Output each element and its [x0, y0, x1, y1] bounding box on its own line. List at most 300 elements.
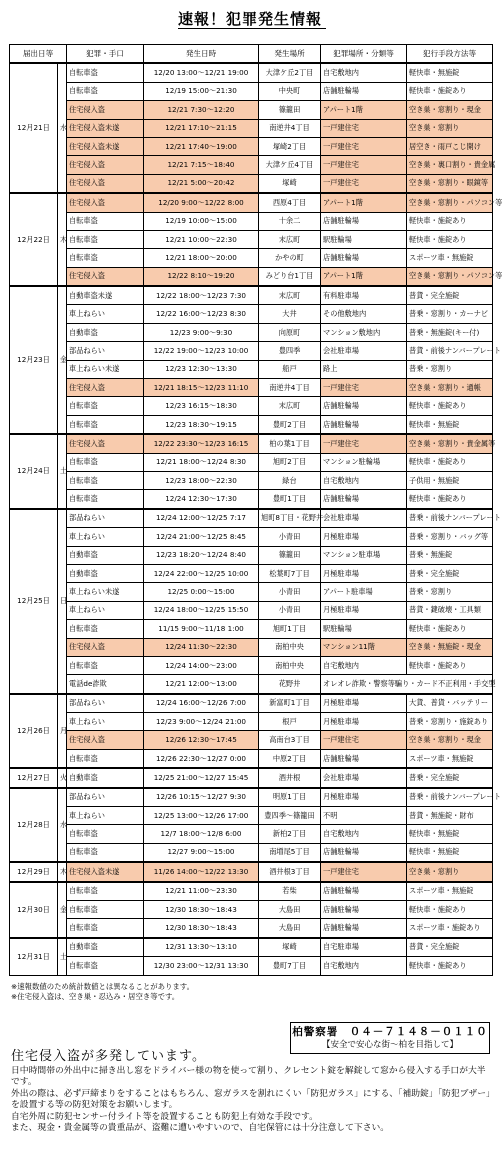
category-cell: マンション駐車場 [321, 546, 407, 564]
method-cell: 普貨・前後ナンバープレート [407, 342, 493, 360]
method-cell: 空き巣・窓割り [407, 862, 493, 881]
category-cell: アパート1階 [321, 193, 407, 212]
place-cell: 花野井 [259, 675, 321, 694]
datetime-cell: 12/22 18:00～12/23 7:30 [144, 286, 259, 305]
advisory-line: 日中時間帯の外出中に掃き出し窓をドライバー様の物を使って割り、クレセント錠を解錠して窓から侵入する手口が大半です。 [11, 1066, 486, 1088]
crime-cell: 住宅侵入盗 [67, 174, 144, 193]
datetime-cell: 12/26 10:15～12/27 9:30 [144, 788, 259, 807]
method-cell: 普乗・窓割り・カーナビ [407, 305, 493, 323]
method-cell: 軽快車・無施錠 [407, 415, 493, 434]
datetime-cell: 12/24 12:30～17:30 [144, 490, 259, 509]
table-row [10, 379, 493, 397]
category-cell: 店舗駐輪場 [321, 212, 407, 230]
method-cell: 軽快車・施錠あり [407, 212, 493, 230]
category-cell: オレオレ詐欺・警察等騙り・カード不正利用・手交型 [321, 675, 493, 694]
method-cell: 空き巣・窓割り・現金 [407, 731, 493, 749]
place-cell: 末広町 [259, 397, 321, 415]
category-cell: マンション敷地内 [321, 323, 407, 341]
category-cell: 駅駐輪場 [321, 230, 407, 248]
datetime-cell: 12/21 17:40～19:00 [144, 137, 259, 155]
table-row [10, 397, 493, 415]
category-cell: 一戸建住宅 [321, 119, 407, 137]
category-cell: 店舗駐輪場 [321, 249, 407, 267]
crime-cell: 自転車盗 [67, 900, 144, 918]
method-cell: 軽快車・施錠あり [407, 453, 493, 471]
category-cell: アパート1階 [321, 267, 407, 286]
datetime-cell: 12/21 18:15～12/23 11:10 [144, 379, 259, 397]
category-cell: 自宅敷地内 [321, 471, 407, 489]
datetime-cell: 12/21 5:00～20:42 [144, 174, 259, 193]
place-cell: 大島田 [259, 919, 321, 938]
table-row [10, 323, 493, 341]
table-row [10, 434, 493, 453]
crime-cell: 住宅侵入盗未遂 [67, 862, 144, 881]
category-cell: 会社駐車場 [321, 768, 407, 787]
place-cell: 豊町2丁目 [259, 415, 321, 434]
datetime-cell: 12/21 12:00～13:00 [144, 675, 259, 694]
crime-cell: 電話de詐欺 [67, 675, 144, 694]
weekday-cell: 火 [58, 768, 67, 787]
datetime-cell: 12/24 21:00～12/25 8:45 [144, 528, 259, 546]
crime-cell: 自転車盗 [67, 82, 144, 100]
place-cell: 大津ケ丘2丁目 [259, 63, 321, 82]
method-cell: 空き巣・裏口割り・貴金属 [407, 156, 493, 174]
category-cell: 店舗駐輪場 [321, 415, 407, 434]
crime-cell: 部品ねらい [67, 788, 144, 807]
advisory-line: 自宅外周に防犯センサー付ライト等を設置することも防犯上有効な手段です。 [11, 1111, 318, 1122]
police-contact-box [290, 1022, 490, 1054]
method-cell: 軽快車・施錠あり [407, 620, 493, 638]
place-cell: 高南台3丁目 [259, 731, 321, 749]
report-date-cell: 12月23日 [10, 286, 58, 434]
report-date-cell: 12月25日 [10, 509, 58, 694]
method-cell: スポーツ車・施錠あり [407, 919, 493, 938]
method-cell: 普乗・窓割り [407, 360, 493, 378]
place-cell: 塚崎 [259, 174, 321, 193]
category-cell: 自宅敷地内 [321, 656, 407, 674]
police-slogan: 【安全で安心な街～柏を目指して】 [321, 1040, 458, 1050]
method-cell: 空き巣・窓割り・パソコン等 [407, 193, 493, 212]
table-body [10, 63, 502, 975]
place-cell: 根戸 [259, 713, 321, 731]
datetime-cell: 12/30 18:30～18:43 [144, 900, 259, 918]
table-row [10, 249, 493, 267]
category-cell: 会社駐車場 [321, 342, 407, 360]
place-cell: 豊四季 [259, 342, 321, 360]
method-cell: 空き巣・窓割り・眼鏡等 [407, 174, 493, 193]
datetime-cell: 12/30 23:00～12/31 13:30 [144, 957, 259, 975]
note-line: ※速報数値のため統計数値とは異なることがあります。 [11, 982, 194, 991]
method-cell: 普乗・窓割り・施錠あり [407, 713, 493, 731]
place-cell: 豊四季～篠籠田 [259, 807, 321, 825]
category-cell: 月極駐車場 [321, 713, 407, 731]
table-row [10, 528, 493, 546]
notes [11, 982, 194, 1002]
weekday-cell: 金 [58, 286, 67, 434]
crime-cell: 自動車盗未遂 [67, 286, 144, 305]
report-date-cell: 12月26日 [10, 694, 58, 769]
weekday-cell: 日 [58, 509, 67, 694]
crime-cell: 住宅侵入盗 [67, 638, 144, 656]
category-cell: 月極駐車場 [321, 601, 407, 619]
category-cell: マンション11階 [321, 638, 407, 656]
header-report-date: 届出日等 [10, 45, 67, 64]
datetime-cell: 12/21 17:10～21:15 [144, 119, 259, 137]
place-cell: 南増尾5丁目 [259, 843, 321, 862]
crime-cell: 自転車盗 [67, 63, 144, 82]
method-cell: スポーツ車・無施錠 [407, 249, 493, 267]
report-date-cell: 12月28日 [10, 788, 58, 863]
datetime-cell: 12/22 16:00～12/23 8:30 [144, 305, 259, 323]
crime-cell: 自転車盗 [67, 656, 144, 674]
header-method: 犯行手段方法等 [407, 45, 493, 64]
weekday-cell: 土 [58, 434, 67, 509]
page-title: 速報！犯罪発生情報 [177, 10, 322, 28]
category-cell: 月極駐車場 [321, 788, 407, 807]
datetime-cell: 12/25 0:00～15:00 [144, 583, 259, 601]
table-row [10, 843, 493, 862]
method-cell: 普乗・無施錠 [407, 546, 493, 564]
report-date-cell: 12月31日 [10, 938, 58, 975]
datetime-cell: 12/20 9:00～12/22 8:00 [144, 193, 259, 212]
datetime-cell: 12/26 12:30～17:45 [144, 731, 259, 749]
table-row [10, 957, 493, 975]
header-category: 犯罪場所・分類等 [321, 45, 407, 64]
category-cell: 有料駐車場 [321, 286, 407, 305]
category-cell: その他敷地内 [321, 305, 407, 323]
table-row [10, 212, 493, 230]
category-cell: 自宅敷地内 [321, 957, 407, 975]
crime-cell: 自転車盗 [67, 957, 144, 975]
place-cell: 新柏2丁目 [259, 825, 321, 843]
category-cell: 店舗駐輪場 [321, 397, 407, 415]
report-date-cell: 12月29日 [10, 862, 58, 881]
crime-cell: 自転車盗 [67, 212, 144, 230]
datetime-cell: 12/26 22:30～12/27 0:00 [144, 749, 259, 768]
weekday-cell: 木 [58, 193, 67, 286]
category-cell: 店舗駐輪場 [321, 900, 407, 918]
datetime-cell: 11/15 9:00～11/18 1:00 [144, 620, 259, 638]
place-cell: 小青田 [259, 583, 321, 601]
datetime-cell: 12/24 11:30～22:30 [144, 638, 259, 656]
place-cell: 旭町2丁目 [259, 453, 321, 471]
table-row [10, 193, 493, 212]
place-cell: 旭町8丁目・花野井 [259, 509, 321, 528]
method-cell: 大貨、普貨・バッテリー [407, 694, 493, 713]
crime-cell: 自転車盗 [67, 230, 144, 248]
weekday-cell: 水 [58, 788, 67, 863]
method-cell: 軽快車・施錠あり [407, 656, 493, 674]
datetime-cell: 12/21 10:00～22:30 [144, 230, 259, 248]
crime-cell: 自転車盗 [67, 490, 144, 509]
note-line: ※住宅侵入盗は、空き巣・忍込み・居空き等です。 [11, 992, 180, 1001]
place-cell: 篠籠田 [259, 101, 321, 119]
crime-cell: 車上ねらい [67, 305, 144, 323]
datetime-cell: 12/22 8:10～19:20 [144, 267, 259, 286]
table-row [10, 620, 493, 638]
table-row [10, 919, 493, 938]
crime-cell: 自転車盗 [67, 397, 144, 415]
place-cell: 酒井根 [259, 768, 321, 787]
place-cell: 松葉町7丁目 [259, 564, 321, 582]
crime-cell: 自転車盗 [67, 453, 144, 471]
place-cell: 明原1丁目 [259, 788, 321, 807]
report-date-cell: 12月24日 [10, 434, 58, 509]
weekday-cell: 水 [58, 63, 67, 193]
place-cell: かやの町 [259, 249, 321, 267]
datetime-cell: 12/24 22:00～12/25 10:00 [144, 564, 259, 582]
category-cell: 一戸建住宅 [321, 862, 407, 881]
place-cell: 南柏中央 [259, 656, 321, 674]
datetime-cell: 12/20 13:00～12/21 19:00 [144, 63, 259, 82]
advisory-line: 外出の際は、必ず戸締まりをすることはもちろん、窓ガラスを割れにくい「防犯ガラス」にする、「補助錠」「防犯ブザー」を設置する等の防犯対策をお願いします。 [11, 1088, 491, 1111]
method-cell: 軽快車・施錠あり [407, 957, 493, 975]
crime-cell: 住宅侵入盗 [67, 434, 144, 453]
table-row [10, 267, 493, 286]
report-date-cell: 12月27日 [10, 768, 58, 787]
category-cell: 一戸建住宅 [321, 174, 407, 193]
header-crime: 犯罪・手口 [67, 45, 144, 64]
crime-cell: 自転車盗 [67, 919, 144, 938]
place-cell: 豊町7丁目 [259, 957, 321, 975]
table-row [10, 882, 493, 901]
datetime-cell: 12/30 18:30～18:43 [144, 919, 259, 938]
crime-cell: 住宅侵入盗 [67, 379, 144, 397]
table-row [10, 509, 493, 528]
table-row [10, 938, 493, 957]
datetime-cell: 12/23 9:00～12/24 21:00 [144, 713, 259, 731]
method-cell: 普乗・前後ナンバープレート [407, 509, 493, 528]
method-cell: 子供用・無施錠 [407, 471, 493, 489]
crime-cell: 住宅侵入盗 [67, 267, 144, 286]
table-row [10, 230, 493, 248]
datetime-cell: 12/31 13:30～13:10 [144, 938, 259, 957]
datetime-cell: 12/19 10:00～15:00 [144, 212, 259, 230]
method-cell: 普乗・窓割り・バッグ等 [407, 528, 493, 546]
crime-cell: 車上ねらい未遂 [67, 583, 144, 601]
table-row [10, 825, 493, 843]
table-row [10, 713, 493, 731]
datetime-cell: 12/19 15:00～21:30 [144, 82, 259, 100]
method-cell: 普乗・完全施錠 [407, 564, 493, 582]
method-cell: 空き巣・窓割り・通帳 [407, 379, 493, 397]
datetime-cell: 12/23 18:30～19:15 [144, 415, 259, 434]
category-cell: マンション駐輪場 [321, 453, 407, 471]
place-cell: 大津ケ丘4丁目 [259, 156, 321, 174]
category-cell: 店舗駐輪場 [321, 490, 407, 509]
crime-cell: 自転車盗 [67, 471, 144, 489]
place-cell: 向原町 [259, 323, 321, 341]
method-cell: 居空き・雨戸こじ開け [407, 137, 493, 155]
table-row [10, 360, 493, 378]
category-cell: アパート駐車場 [321, 583, 407, 601]
datetime-cell: 12/23 9:00～9:30 [144, 323, 259, 341]
method-cell: 軽快車・施錠あり [407, 82, 493, 100]
method-cell: 普貨・完全施錠 [407, 286, 493, 305]
method-cell: 普乗・完全施錠 [407, 768, 493, 787]
title-underline [178, 28, 326, 29]
category-cell: 月極駐車場 [321, 564, 407, 582]
place-cell: 塚崎 [259, 938, 321, 957]
table-row [10, 675, 493, 694]
crime-cell: 車上ねらい [67, 528, 144, 546]
crime-cell: 自動車盗 [67, 564, 144, 582]
crime-cell: 住宅侵入盗 [67, 731, 144, 749]
crime-cell: 住宅侵入盗未遂 [67, 119, 144, 137]
datetime-cell: 12/22 19:00～12/23 10:00 [144, 342, 259, 360]
table-row [10, 694, 493, 713]
table-row [10, 63, 493, 82]
crime-cell: 自転車盗 [67, 415, 144, 434]
crime-cell: 住宅侵入盗未遂 [67, 137, 144, 155]
place-cell: 小青田 [259, 528, 321, 546]
crime-cell: 車上ねらい未遂 [67, 360, 144, 378]
advisory-headline: 住宅侵入盗が多発しています。 [11, 1049, 206, 1064]
method-cell: 空き巣・窓割り・パソコン等 [407, 267, 493, 286]
table-row [10, 174, 493, 193]
crime-cell: 自動車盗 [67, 323, 144, 341]
datetime-cell: 12/23 18:20～12/24 8:40 [144, 546, 259, 564]
table-row [10, 638, 493, 656]
category-cell: 路上 [321, 360, 407, 378]
category-cell: 自宅敷地内 [321, 825, 407, 843]
place-cell: 新富町1丁目 [259, 694, 321, 713]
method-cell: 普乗・前後ナンバープレート [407, 788, 493, 807]
datetime-cell: 12/24 14:00～23:00 [144, 656, 259, 674]
crime-cell: 自転車盗 [67, 749, 144, 768]
table-row [10, 862, 493, 881]
table-header-row [10, 45, 493, 64]
table-row [10, 900, 493, 918]
table-row [10, 656, 493, 674]
datetime-cell: 12/24 16:00～12/26 7:00 [144, 694, 259, 713]
crime-cell: 自転車盗 [67, 249, 144, 267]
table-row [10, 768, 493, 787]
place-cell: 中央町 [259, 82, 321, 100]
place-cell: 篠籠田 [259, 546, 321, 564]
method-cell: 空き巣・窓割り [407, 119, 493, 137]
crime-cell: 自動車盗 [67, 546, 144, 564]
place-cell: 塚崎2丁目 [259, 137, 321, 155]
crime-cell: 住宅侵入盗 [67, 193, 144, 212]
crime-cell: 車上ねらい [67, 601, 144, 619]
datetime-cell: 12/23 16:15～18:30 [144, 397, 259, 415]
datetime-cell: 12/23 18:00～22:30 [144, 471, 259, 489]
method-cell: 軽快車・無施錠 [407, 843, 493, 862]
table-row [10, 305, 493, 323]
datetime-cell: 12/22 23:30～12/23 16:15 [144, 434, 259, 453]
crime-cell: 住宅侵入盗 [67, 156, 144, 174]
method-cell: 普乗・無施錠(キー付) [407, 323, 493, 341]
table-row [10, 286, 493, 305]
crime-cell: 車上ねらい [67, 713, 144, 731]
header-datetime: 発生日時 [144, 45, 259, 64]
table-row [10, 583, 493, 601]
category-cell: 月極駐車場 [321, 528, 407, 546]
category-cell: 一戸建住宅 [321, 434, 407, 453]
table-row [10, 415, 493, 434]
category-cell: 店舗駐輪場 [321, 919, 407, 938]
datetime-cell: 12/25 13:00～12/26 17:00 [144, 807, 259, 825]
table-row [10, 342, 493, 360]
table-row [10, 490, 493, 509]
datetime-cell: 12/21 18:00～12/24 8:30 [144, 453, 259, 471]
datetime-cell: 12/25 21:00～12/27 15:45 [144, 768, 259, 787]
table-row [10, 156, 493, 174]
method-cell: 普貨・鍵破壊・工具類 [407, 601, 493, 619]
method-cell: 普貨・完全施錠 [407, 938, 493, 957]
place-cell: 柏の葉1丁目 [259, 434, 321, 453]
method-cell: 軽快車・施錠あり [407, 490, 493, 509]
category-cell: 店舗駐輪場 [321, 749, 407, 768]
category-cell: 月極駐車場 [321, 694, 407, 713]
method-cell: 軽快車・施錠あり [407, 230, 493, 248]
datetime-cell: 12/21 7:15～18:40 [144, 156, 259, 174]
table-row [10, 119, 493, 137]
crime-cell: 部品ねらい [67, 342, 144, 360]
category-cell: アパート1階 [321, 101, 407, 119]
report-date-cell: 12月21日 [10, 63, 58, 193]
method-cell: 普乗・窓割り [407, 583, 493, 601]
category-cell: 一戸建住宅 [321, 156, 407, 174]
crime-cell: 車上ねらい [67, 807, 144, 825]
datetime-cell: 11/26 14:00～12/22 13:30 [144, 862, 259, 881]
place-cell: 末広町 [259, 286, 321, 305]
category-cell: 一戸建住宅 [321, 731, 407, 749]
police-phone: 柏警察署 ０４－７１４８－０１１０ [292, 1026, 488, 1038]
category-cell: 一戸建住宅 [321, 379, 407, 397]
crime-table [9, 44, 502, 976]
crime-cell: 自動車盗 [67, 768, 144, 787]
weekday-cell: 月 [58, 694, 67, 769]
place-cell: 末広町 [259, 230, 321, 248]
table-row [10, 546, 493, 564]
table-row [10, 82, 493, 100]
table-row [10, 564, 493, 582]
table-row [10, 731, 493, 749]
crime-cell: 自転車盗 [67, 620, 144, 638]
crime-cell: 部品ねらい [67, 509, 144, 528]
table-row [10, 101, 493, 119]
table-row [10, 471, 493, 489]
datetime-cell: 12/24 18:00～12/25 15:50 [144, 601, 259, 619]
place-cell: 西原4丁目 [259, 193, 321, 212]
header-place: 発生場所 [259, 45, 321, 64]
method-cell: 軽快車・施錠あり [407, 900, 493, 918]
method-cell: 空き巣・窓割り・貴金属等 [407, 434, 493, 453]
datetime-cell: 12/23 12:30～13:30 [144, 360, 259, 378]
datetime-cell: 12/21 11:00～23:30 [144, 882, 259, 901]
place-cell: 南逆井4丁目 [259, 119, 321, 137]
crime-cell: 住宅侵入盗 [67, 101, 144, 119]
table-row [10, 749, 493, 768]
advisory-text [11, 1066, 493, 1134]
category-cell: 自宅敷地内 [321, 63, 407, 82]
place-cell: 若柴 [259, 882, 321, 901]
crime-cell: 自転車盗 [67, 843, 144, 862]
place-cell: みどり台1丁目 [259, 267, 321, 286]
crime-cell: 部品ねらい [67, 694, 144, 713]
datetime-cell: 12/21 7:30～12:20 [144, 101, 259, 119]
advisory-line: また、現金・貴金属等の貴重品が、盗難に遭いやすいので、自宅保管には十分注意して下さい。 [11, 1123, 390, 1134]
place-cell: 豊町1丁目 [259, 490, 321, 509]
method-cell: スポーツ車・無施錠 [407, 749, 493, 768]
table-row [10, 453, 493, 471]
datetime-cell: 12/27 9:00～15:00 [144, 843, 259, 862]
method-cell: 空き巣・無施錠・現金 [407, 638, 493, 656]
place-cell: 中原2丁目 [259, 749, 321, 768]
method-cell: スポーツ車・無施錠 [407, 882, 493, 901]
